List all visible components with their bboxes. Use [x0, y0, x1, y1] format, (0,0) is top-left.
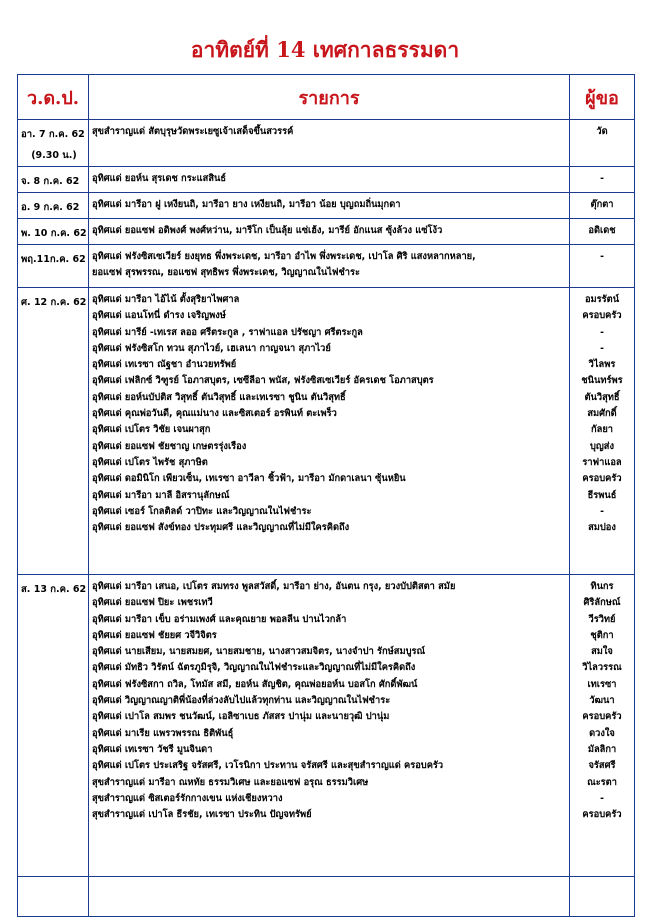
- table-row: [18, 120, 635, 167]
- date-label: อา. 7 ก.ค. 62: [21, 129, 85, 140]
- row-date: [18, 193, 89, 219]
- requester-name: ศิริลักษณ์: [583, 597, 621, 609]
- requester-name: -: [600, 326, 604, 338]
- intention-line: อุทิศแด่ มาเรีย แพรวพรรณ ธิติพันธุ์: [92, 727, 234, 739]
- date-label: พฤ.11ก.ค. 62: [21, 254, 86, 265]
- row-items: [89, 167, 570, 193]
- requester-name: ราฟาแอล: [582, 456, 622, 468]
- date-label: ส. 13 ก.ค. 62: [21, 584, 87, 595]
- intention-line: สุขสำราญแด่ ซิสเตอร์รักกางเขน แห่งเชียงหวาง: [92, 792, 283, 804]
- intention-line: อุทิศแด่ ยอแซฟ ชัยยศ วจีวิจิตร: [92, 629, 217, 641]
- intention-line: อุทิศแด่ เปโตร ประเสริฐ จรัสศรี, เวโรนิกา ประทาน จรัสศรี และสุขสำราญแด่ ครอบครัว: [92, 760, 444, 772]
- requester-name: กัลยา: [591, 424, 613, 436]
- empty-cell: [570, 877, 635, 917]
- intention-line: อุทิศแด่ มารีอา เสนอ, เปโตร สมทรง พูลสวัสดิ์, มารีอา ย่าง, อันตน กรุง, ยวงบัปติสตา สมัย: [92, 581, 456, 592]
- requester-name: อมรรัตน์: [584, 294, 620, 305]
- date-label: พ. 10 ก.ค. 62: [21, 228, 87, 239]
- row-requesters: [570, 167, 635, 193]
- row-requesters: [570, 245, 635, 288]
- header-items: รายการ: [89, 75, 570, 120]
- requester-name: ครอบครัว: [582, 809, 622, 821]
- requester-name: ทินกร: [590, 581, 614, 592]
- requester-name: -: [600, 342, 604, 354]
- row-date: [18, 288, 89, 575]
- table-row: [18, 219, 635, 245]
- requester-name: ณะรตา: [587, 776, 617, 788]
- empty-cell: [18, 877, 89, 917]
- empty-row: [18, 877, 635, 917]
- intention-line: อุทิศแด่ เทเรซา ณัฐชา อำนวยทรัพย์: [92, 359, 237, 371]
- row-requesters: [570, 288, 635, 575]
- row-requesters: [570, 120, 635, 167]
- requester-name: ดวงใจ: [589, 727, 615, 739]
- row-date: [18, 219, 89, 245]
- requester-name: -: [600, 792, 604, 804]
- table-row: [18, 193, 635, 219]
- intention-line: อุทิศแด่ ยอแซฟ อดิพงศ์ พงศ์หว่าน, มารีโก เป็นลุ้ย แซ่เฮ้ง, มารีย์ อักแนส ซุ้งล้วง แซ่โง้ว: [92, 225, 443, 236]
- requester-name: ครอบครัว: [582, 711, 622, 723]
- intention-line: สุขสำราญแด่ มารีอา ณหทัย ธรรมวิเศษ และยอแซฟ อรุณ ธรรมวิเศษ: [92, 776, 369, 788]
- date-label: จ. 8 ก.ค. 62: [21, 176, 80, 187]
- intention-line: อุทิศแด่ เทเรซา วัชรี มูนจินดา: [92, 743, 213, 755]
- intention-line: อุทิศแด่ เปโตร ไพรัช สุภาษิต: [92, 456, 208, 468]
- row-items: [89, 288, 570, 575]
- requester-name: อดิเดช: [588, 225, 616, 236]
- requester-name: วัฒนา: [589, 695, 615, 707]
- intention-line: อุทิศแด่ มารีอา ไอ้ไน้ ตั้งสุริยาไพศาล: [92, 294, 240, 305]
- requester-name: -: [600, 173, 604, 184]
- table-row: [18, 288, 635, 575]
- header-date: ว.ด.ป.: [18, 75, 89, 120]
- intention-line: อุทิศแด่ มารีย์ -เทเรส ลออ ศรีตระกูล , ราฟาแอล ปรัชญา ศรีตระกูล: [92, 326, 363, 338]
- page-title: อาทิตย์ที่ 14 เทศกาลธรรมดา: [190, 37, 460, 62]
- requester-name: จรัสศรี: [588, 760, 616, 772]
- intention-line: อุทิศแด่ คุณพ่อวันดี, คุณแม่นาง และซิสเตอร์ อรพินท์ ตะเพร็ว: [92, 408, 337, 420]
- requester-name: ชนินทร์พร: [581, 375, 623, 387]
- intention-line: ยอแซฟ สุรพรรณ, ยอแซฟ สุทธิพร พึ่งพระเดช, วิญญาณในไฟชำระ: [92, 267, 360, 279]
- row-date: [18, 167, 89, 193]
- row-items: [89, 219, 570, 245]
- intention-line: อุทิศแด่ ดอมินิโก เพียวเซ็น, เทเรซา อาวีลา ชิ้วฟ้า, มารีอา มักดาเลนา ซุ้นหยิน: [92, 473, 406, 485]
- intention-line: อุทิศแด่ เปาโล สมพร ชนวัฒน์, เอลิซาเบธ ภัสสร ปานุ่ม และนายวุฒิ ปานุ่ม: [92, 711, 390, 723]
- row-items: [89, 120, 570, 167]
- empty-cell: [89, 877, 570, 917]
- intention-line: อุทิศแด่ ยอแซฟ สังข์ทอง ประทุมศรี และวิญญาณที่ไม่มีใครคิดถึง: [92, 522, 350, 534]
- row-items: [89, 193, 570, 219]
- header-requester: ผู้ขอ: [570, 75, 635, 120]
- intentions-table: [17, 74, 635, 917]
- intention-line: อุทิศแด่ มัทธิว วิรัตน์ ฉัตรภูมิรุจิ, วิญญาณในไฟชำระและวิญญาณที่ไม่มีใครคิดถึง: [92, 662, 416, 674]
- row-date: [18, 120, 89, 167]
- intention-line: อุทิศแด่ วิญญาณญาติพี่น้องที่ล่วงลับไปแล้วทุกท่าน และวิญญาณในไฟชำระ: [92, 695, 391, 707]
- date-label: อ. 9 ก.ค. 62: [21, 202, 80, 213]
- requester-name: ธีรพนธ์: [587, 489, 617, 501]
- requester-name: เทเรซา: [587, 678, 617, 690]
- intention-line: อุทิศแด่ นายเสียม, นายสมยศ, นายสมชาย, นางสาวสมจิตร, นางจำปา รักษ์สมบูรณ์: [92, 646, 426, 658]
- requester-name: ตุ๊กตา: [590, 199, 614, 210]
- requester-name: -: [600, 251, 604, 262]
- requester-name: ครอบครัว: [582, 473, 622, 485]
- table-row: [18, 245, 635, 288]
- intention-line: อุทิศแด่ มารีอา เข็บ อร่ามเพงศ์ และคุณยาย พอลลีน ปานไวกล้า: [92, 613, 347, 625]
- row-items: [89, 575, 570, 877]
- requester-name: ตันวิสุทธิ์: [584, 391, 620, 403]
- row-requesters: [570, 219, 635, 245]
- intention-line: อุทิศแด่ เซอร์ โกลติลด์ วาปิทะ และวิญญาณในไฟชำระ: [92, 505, 312, 517]
- row-date: [18, 575, 89, 877]
- date-time-label: (9.30 น.): [31, 150, 77, 161]
- intention-line: อุทิศแด่ ฟรังซิสเซเวียร์ ยงยุทธ พึ่งพระเดช, มารีอา อำไพ พึ่งพระเดช, เปาโล ศิริ แสงหลากหลาย,: [92, 251, 476, 262]
- requester-name: วิไลพร: [588, 359, 616, 371]
- row-date: [18, 245, 89, 288]
- row-requesters: [570, 193, 635, 219]
- intention-line: อุทิศแด่ มารีอา มาลี อิสรานุลักษณ์: [92, 489, 230, 501]
- table-row: [18, 575, 635, 877]
- requester-name: ครอบครัว: [582, 310, 622, 322]
- intention-line: สุขสำราญแด่ สัตบุรุษวัดพระเยซูเจ้าเสด็จขึ้นสวรรค์: [92, 126, 294, 137]
- requester-name: บุญส่ง: [589, 440, 615, 452]
- requester-name: วิไลวรรณ: [582, 662, 622, 674]
- table-header-row: [18, 75, 635, 120]
- date-label: ศ. 12 ก.ค. 62: [21, 297, 87, 308]
- intention-line: อุทิศแด่ ฟรังซิสโก ทวน สุภาไวย์, เฮเลนา กาญจนา สุภาไวย์: [92, 342, 331, 354]
- intention-line: อุทิศแด่ เฟลิกซ์ วิฑูรย์ โอภาสบุตร, เซซีลีอา พนัส, ฟรังซิสเซเวียร์ อัครเดช โอภาสบุตร: [92, 375, 434, 387]
- intention-line: สุขสำราญแด่ เปาโล ธีรชัย, เทเรซา ประทิน ปัญจทรัพย์: [92, 809, 312, 821]
- requester-name: มัลลิกา: [587, 743, 617, 755]
- requester-name: -: [600, 505, 604, 517]
- intention-line: อุทิศแด่ เปโตร วิชัย เจนผาสุก: [92, 424, 211, 436]
- row-requesters: [570, 575, 635, 877]
- row-items: [89, 245, 570, 288]
- requester-name: วัด: [596, 126, 608, 137]
- intention-line: อุทิศแด่ ยอแซฟ ชัยชาญ เกษตรรุ่งเรือง: [92, 440, 247, 452]
- intention-line: อุทิศแด่ แอนโทนี่ ดำรง เจริญพงษ์: [92, 310, 226, 322]
- requester-name: สมศักดิ์: [587, 408, 617, 420]
- intention-line: อุทิศแด่ มารีอา ฝู เหงียนถิ, มารีอา ยาง เหงียนถิ, มารีอา น้อย บุญถมถิ่นมุกดา: [92, 199, 401, 210]
- requester-name: สมปอง: [588, 522, 616, 534]
- requester-name: สมใจ: [591, 646, 613, 658]
- table-row: [18, 167, 635, 193]
- requester-name: ชุติกา: [590, 629, 614, 641]
- intention-line: อุทิศแด่ ยอห์นบัปติส วิสุทธิ์ ตันวิสุทธิ์ และเทเรซา ชูนิน ตันวิสุทธิ์: [92, 391, 346, 403]
- intention-line: อุทิศแด่ ฟรังซิสกา ถวิล, โทมัส สมี, ยอห์น สัญชิต, คุณพ่อยอห์น บอสโก ศักดิ์พัฒน์: [92, 678, 418, 690]
- intention-line: อุทิศแด่ ยอห์น สุรเดช กระแสสินธ์: [92, 173, 227, 184]
- intention-line: อุทิศแด่ ยอแซฟ ปิยะ เพชรเทวี: [92, 597, 213, 609]
- requester-name: วีรวิทย์: [588, 613, 616, 625]
